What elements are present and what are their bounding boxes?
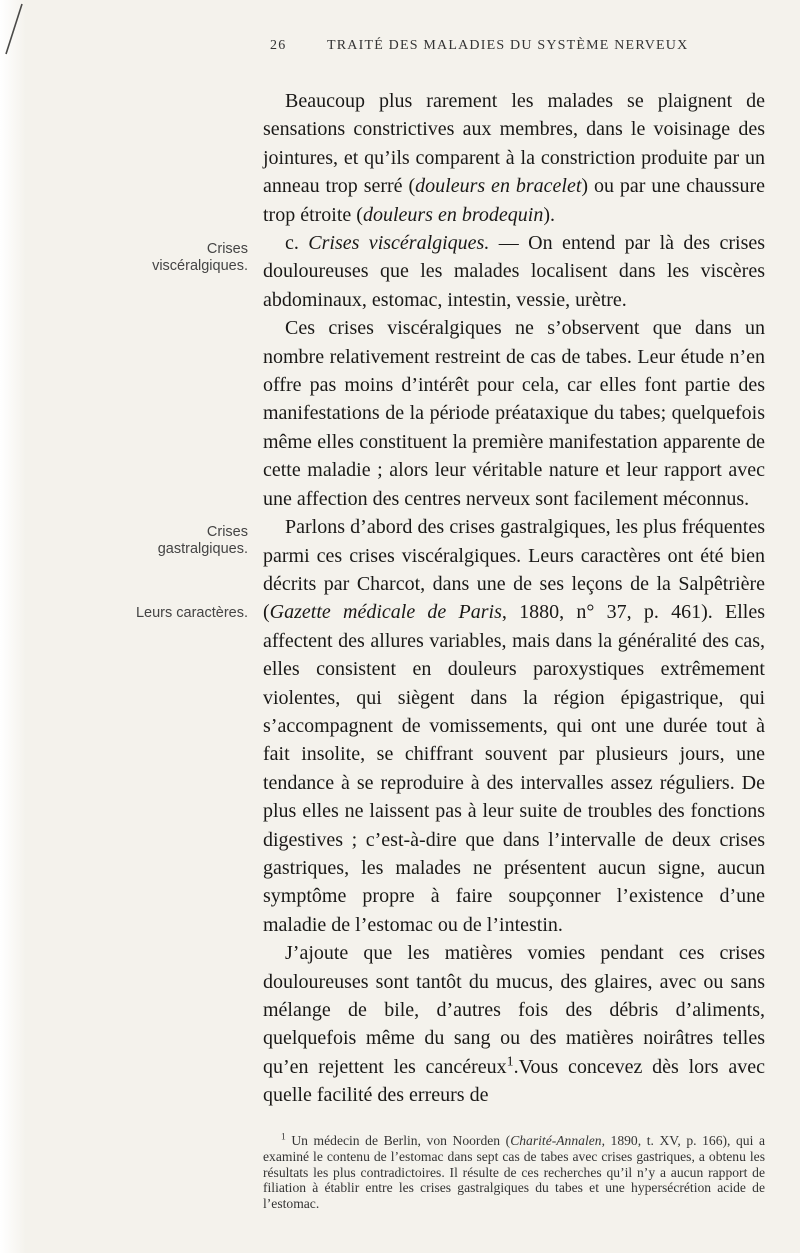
running-title: TRAITÉ DES MALADIES DU SYSTÈME NERVEUX bbox=[327, 38, 689, 53]
footnote-reference: 1 bbox=[506, 1054, 514, 1070]
paragraph-2: c. Crises viscéralgiques. — On entend par là des crises douloureuses que les malades localisent dans les viscères abdominaux, estomac, intestin, vessie, urètre. bbox=[263, 232, 766, 311]
margin-note-crises-visceralgiques: Crises viscéralgiques. bbox=[152, 241, 248, 274]
margin-note-crises-gastralgiques: Crises gastralgiques. bbox=[157, 524, 248, 557]
footnotes bbox=[263, 1133, 765, 1212]
footnote-1: $^1$ Un médecin de Berlin, von Noorden (Charité-Annalen, 1890, t. XV, p. 166), qui a examiné le contenu de l’estomac dans sept cas de tabes avec crises gastriques, a obtenu les résultats les plus contradictoires. Il résulte de ces recherches qu’il n’y a aucun rapport de filiation à établir entre les crises gastralgiques du tabes et une hypersécrétion acide de l’estomac. bbox=[263, 1132, 765, 1212]
pencil-mark-icon bbox=[0, 0, 30, 60]
main-text bbox=[263, 87, 765, 1110]
paragraph-4: Parlons d’abord des crises gastralgiques, les plus fréquentes parmi ces crises viscéralgiques. Leurs caractères ont été bien décrits par Charcot, dans une de ses leçons de la Salpêtrière (Gazette médicale de Paris, 1880, n° 37, p. 461). Elles affectent des allures variables, mais dans la généralité des cas, elles consistent en douleurs paroxystiques extrêmement violentes, qui siègent dans la région épigastrique, qui s’accompagnent de vomissements, qui ont une durée tout à fait insolite, se chiffrant souvent par plusieurs jours, une tendance à se reproduire à des intervalles assez réguliers. De plus elles ne laissent pas à leur suite de troubles des fonctions digestives ; c’est-à-dire que dans l’intervalle de deux crises gastriques, les malades ne présentent aucun signe, aucun symptôme propre à faire soupçonner l’existence d’une maladie de l’estomac ou de l’intestin. bbox=[263, 516, 766, 936]
paragraph-3: Ces crises viscéralgiques ne s’observent que dans un nombre relativement restreint de cas de tabes. Leur étude n’en offre pas moins d’intérêt pour cela, car elles font partie des manifestations de la période préataxique du tabes; quelquefois même elles constituent la première manifestation apparente de cette maladie ; alors leur véritable nature et leur rapport avec une affection des centres nerveux sont facilement méconnus. bbox=[263, 317, 765, 510]
margin-note-leurs-caracteres: Leurs caractères. bbox=[135, 605, 248, 621]
page-number: 26 bbox=[270, 38, 287, 53]
paragraph-5: J’ajoute que les matières vomies pendant ces crises douloureuses sont tantôt du mucus, des glaires, avec ou sans mélange de bile, d’autres fois des débris d’aliments, quelquefois même du sang ou des matières noirâtres telles qu’en rejettent les cancéreux$^1$.Vous concevez dès lors avec quelle facilité des erreurs de bbox=[263, 942, 765, 1107]
section-heading: Crises viscéralgiques. bbox=[308, 232, 490, 255]
page-edge-shadow bbox=[0, 0, 26, 1253]
paragraph-1: Beaucoup plus rarement les malades se plaignent de sensations constrictives aux membres, dans le voisinage des jointures, et qu’ils comparent à la constriction produite par un anneau trop serré (douleurs en bracelet) ou par une chaussure trop étroite (douleurs en brodequin). bbox=[263, 90, 766, 226]
running-header bbox=[270, 38, 790, 58]
